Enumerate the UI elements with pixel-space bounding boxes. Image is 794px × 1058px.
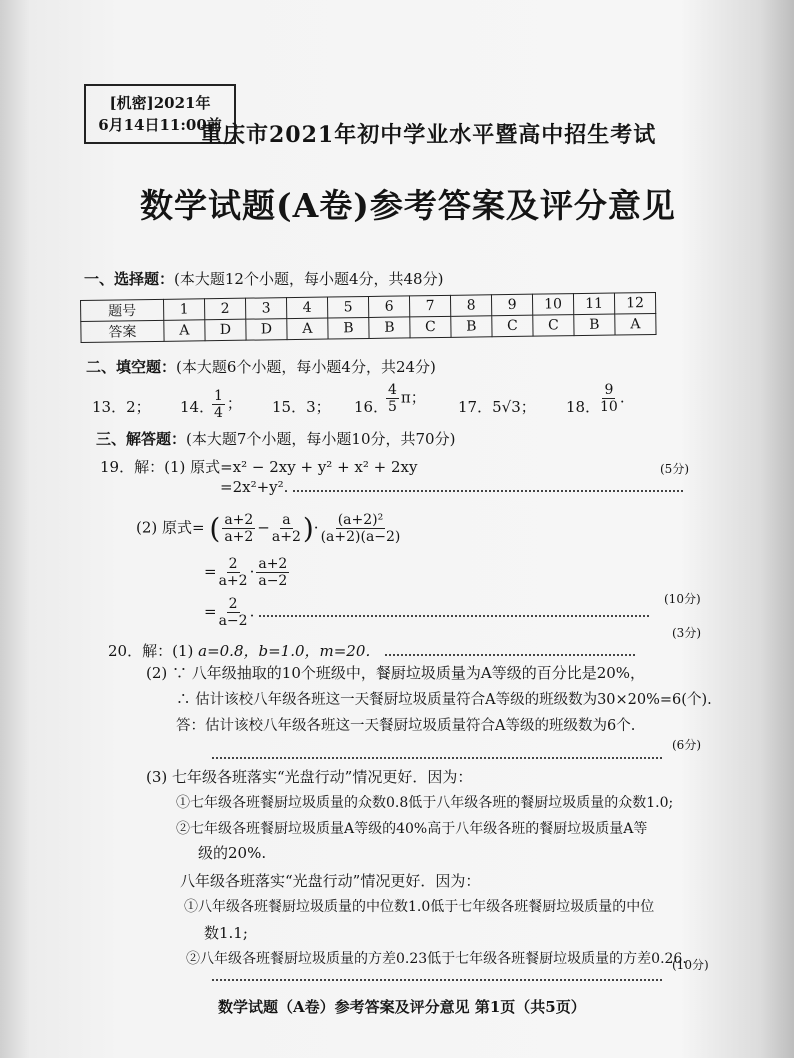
q19-part2-label: (2) 原式= (136, 518, 205, 537)
section-2-desc: (本大题6个小题，每小题4分，共24分) (176, 358, 436, 376)
fraction-denominator: 5 (388, 399, 397, 415)
fraction-denominator: a+2 (224, 529, 254, 545)
fraction-numerator: 9 (604, 382, 614, 398)
fraction-numerator: 2 (228, 596, 238, 612)
q19-part2-line1: (2) 原式= ( $\frac{a+2}{a+2}$ − $\frac{a}{a+2}$ )· $\frac{\text{(a+2)²}}{(a+2)(a-2)}$ (136, 512, 401, 545)
section-1-desc: (本大题12个小题，每小题4分，共48分) (174, 270, 444, 288)
q20-part3-line6: ①八年级各班餐厨垃圾质量的中位数1.0低于七年级各班餐厨垃圾质量的中位 (184, 899, 655, 915)
score-10b: (10分) (672, 958, 709, 972)
answer-table (80, 292, 657, 343)
q20-part3-line4: 级的20%. (198, 844, 267, 862)
table-cell: C (533, 315, 574, 337)
table-cell: 5 (327, 296, 368, 318)
table-cell: C (492, 315, 533, 337)
q20-part3-line3: ②七年级各班餐厨垃圾质量A等级的40%高于八年级各班的餐厨垃圾质量A等 (176, 821, 648, 837)
answer-14-fraction: $\frac{1}{4}$ ； (214, 388, 242, 421)
q19-label: 19．解：(1) 原式= (100, 458, 233, 476)
fraction-denominator: 10 (600, 399, 618, 415)
q20-part2-leader (212, 744, 662, 763)
q19-part1-line2 (220, 478, 683, 496)
table-cell: 7 (409, 295, 450, 317)
q20-part3-line2: ①七年级各班餐厨垃圾质量的众数0.8低于八年级各班的餐厨垃圾质量的众数1.0; (176, 795, 674, 811)
table-cell: A (164, 320, 205, 342)
table-cell: B (574, 314, 615, 336)
q20-label: 20．解：(1) (108, 642, 194, 660)
answer-16-label: 16． (354, 398, 389, 416)
q20-part2-line2: ∴ 估计该校八年级各班这一天餐厨垃圾质量符合A等级的班级数为30×20%=6(个). (176, 692, 712, 708)
answer-18-fraction: $\frac{9}{10}$ . (600, 382, 625, 415)
q19-part1-line1 (100, 456, 417, 477)
q20-part3-line1: (3) 七年级各班落实“光盘行动”情况更好．因为： (146, 768, 473, 786)
table-cell: 10 (532, 294, 573, 316)
section-1-title: 一、选择题： (84, 270, 175, 288)
q19-expression-1: x² − 2xy + y² + x² + 2xy (232, 458, 418, 476)
fill-blank-answers (92, 382, 652, 424)
fraction-numerator: 2 (228, 556, 238, 572)
answer-14-label: 14． (180, 398, 215, 416)
q20-part2-line3: 答：估计该校八年级各班这一天餐厨垃圾质量符合A等级的班级数为6个. (176, 718, 636, 734)
fraction-denominator: a+2 (218, 573, 248, 589)
exam-title: 重庆市2021年初中学业水平暨高中招生考试 (200, 122, 657, 148)
row-label-question: 题号 (81, 299, 164, 321)
dotted-leader (212, 757, 662, 759)
table-cell: C (410, 316, 451, 338)
table-cell: 4 (286, 297, 327, 319)
score-6: (6分) (672, 738, 701, 752)
table-cell: 2 (204, 298, 245, 320)
secret-line-2: 6月14日11:00前 (98, 116, 222, 134)
q19-part2-line3: = $\frac{2}{a-2}$ . (204, 596, 649, 629)
fraction-numerator: a (282, 512, 291, 528)
q19-result-1: =2x²+y². (220, 478, 289, 496)
table-cell: 8 (450, 295, 491, 317)
table-cell: 9 (491, 294, 532, 316)
q20-part3-line5: 八年级各班落实“光盘行动”情况更好．因为： (180, 872, 481, 890)
answer-16-fraction: $\frac{4}{5}$ π； (388, 382, 426, 415)
table-cell: D (205, 319, 246, 341)
q20-part1 (108, 640, 635, 661)
fraction-denominator: a−2 (258, 573, 288, 589)
table-cell: B (328, 317, 369, 339)
dotted-leader (293, 490, 683, 492)
table-cell: 11 (573, 293, 614, 315)
dotted-leader (212, 979, 662, 981)
fraction-numerator: (a+2)² (337, 512, 384, 528)
answer-18-label: 18． (566, 398, 601, 416)
table-cell: 3 (245, 298, 286, 320)
fraction-denominator: (a+2)(a−2) (320, 529, 401, 545)
table-cell: B (451, 316, 492, 338)
q20-answer-1: a=0.8，b=1.0，m=20． (198, 642, 381, 660)
section-1-heading (84, 268, 443, 289)
fraction-denominator: a−2 (218, 613, 248, 629)
score-3: (3分) (672, 626, 701, 640)
q20-part3-line7: 数1.1; (204, 924, 248, 942)
page-footer: 数学试题（A卷）参考答案及评分意见 第1页（共5页） (218, 998, 586, 1016)
fraction-denominator: a+2 (271, 529, 301, 545)
section-2-heading (86, 356, 436, 377)
section-3-desc: (本大题7个小题，每小题10分，共70分) (186, 430, 456, 448)
answer-13: 13．2； (92, 398, 151, 416)
answer-17: 17．5√3； (458, 398, 536, 416)
section-3-title: 三、解答题： (96, 430, 187, 448)
fraction-numerator: 1 (214, 388, 223, 404)
secret-line-1: [机密]2021年 (109, 94, 211, 112)
fraction-denominator: 4 (214, 405, 223, 421)
q20-part3-leader (212, 966, 662, 985)
answer-15: 15．3； (272, 398, 331, 416)
score-5: (5分) (660, 462, 689, 476)
fraction-numerator: a+2 (224, 512, 254, 528)
table-cell: 1 (163, 299, 204, 321)
row-label-answer: 答案 (81, 320, 164, 342)
q20-part3-line8: ②八年级各班餐厨垃圾质量的方差0.23低于七年级各班餐厨垃圾质量的方差0.26. (186, 951, 687, 967)
dotted-leader (259, 615, 649, 617)
table-cell: A (287, 318, 328, 340)
section-3-heading (96, 428, 455, 449)
section-2-title: 二、填空题： (86, 358, 177, 376)
document-title: 数学试题(A卷)参考答案及评分意见 (140, 186, 676, 225)
dotted-leader (385, 654, 635, 656)
q20-part2-line1: (2) ∵ 八年级抽取的10个班级中，餐厨垃圾质量为A等级的百分比是20%， (146, 664, 646, 682)
table-cell: 12 (614, 292, 655, 314)
table-cell: B (369, 317, 410, 339)
table-cell: A (615, 313, 656, 335)
fraction-numerator: 4 (388, 382, 397, 398)
q19-part2-line2: = $\frac{2}{a+2}$ · $\frac{a+2}{a-2}$ (204, 556, 288, 589)
table-cell: 6 (368, 296, 409, 318)
table-cell: D (246, 319, 287, 341)
fraction-numerator: a+2 (258, 556, 288, 572)
score-10: (10分) (664, 592, 701, 606)
